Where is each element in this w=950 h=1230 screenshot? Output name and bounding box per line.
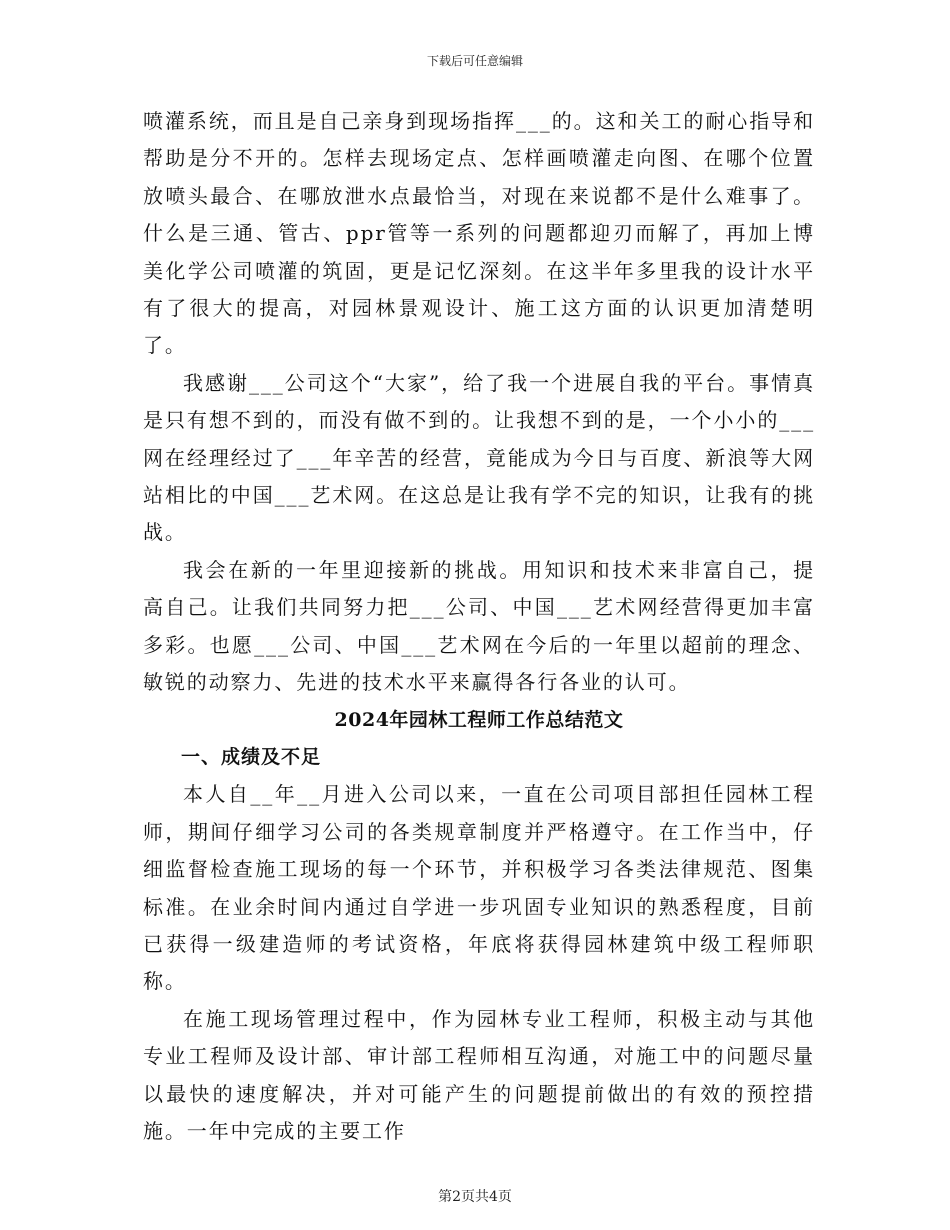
section-heading: 一、成绩及不足 <box>181 745 322 768</box>
paragraph-achievements: 本人自__年__月进入公司以来，一直在公司项目部担任园林工程师，期间仔细学习公司的各类规章制度并严格遵守。在工作当中，仔细监督检查施工现场的每一个环节，并积极学习各类法律规范、图集标准。在业余时间内通过自学进一步巩固专业知识的熟悉程度，目前已获得一级建造师的考试资格，年底将获得园林建筑中级工程师职称。 <box>143 782 815 994</box>
paragraph-new-year: 我会在新的一年里迎接新的挑战。用知识和技术来非富自己，提高自己。让我们共同努力把___公司、中国___艺术网经营得更加丰富多彩。也愿___公司、中国___艺术网在今后的一年里以超前的理念、敏锐的动察力、先进的技术水平来赢得各行各业的认可。 <box>143 557 815 695</box>
paragraph-site-management: 在施工现场管理过程中，作为园林专业工程师，积极主动与其他专业工程师及设计部、审计部工程师相互沟通，对施工中的问题尽量以最快的速度解决，并对可能产生的问题提前做出的有效的预控措施。一年中完成的主要工作 <box>143 1006 815 1143</box>
page-number: 第2页共4页 <box>438 1189 512 1205</box>
paragraph-continuation: 喷灌系统，而且是自己亲身到现场指挥___的。这和关工的耐心指导和帮助是分不开的。怎样去现场定点、怎样画喷灌走向图、在哪个位置放喷头最合、在哪放泄水点最恰当，对现在来说都不是什么难事了。什么是三通、管古、ppr管等一系列的问题都迎刃而解了，再加上博美化学公司喷灌的筑固，更是记忆深刻。在这半年多里我的设计水平有了很大的提高，对园林景观设计、施工这方面的认识更加清楚明了。 <box>143 109 815 358</box>
paragraph-thanks: 我感谢___公司这个“大家”，给了我一个进展自我的平台。事情真是只有想不到的，而没有做不到的。让我想不到的是，一个小小的___网在经理经过了___年辛苦的经营，竟能成为今日与百度、新浪等大网站相比的中国___艺术网。在这总是让我有学不完的知识，让我有的挑战。 <box>143 370 815 545</box>
document-body <box>143 103 815 1150</box>
header-note: 下载后可任意编辑 <box>426 54 523 68</box>
document-title: 2024年园林工程师工作总结范文 <box>334 708 624 731</box>
